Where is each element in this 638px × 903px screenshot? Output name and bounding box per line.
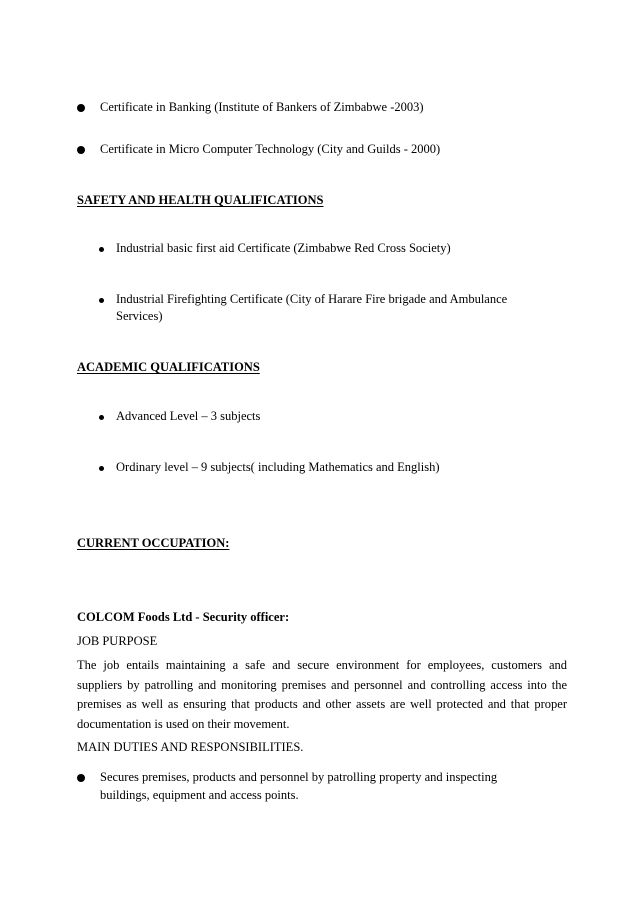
academic-heading: ACADEMIC QUALIFICATIONS xyxy=(77,360,260,374)
bullet-icon xyxy=(99,415,104,420)
certificate-micro-computer: Certificate in Micro Computer Technology (City and Guilds - 2000) xyxy=(100,142,441,156)
paragraph-line: premises as well as ensuring that products and other assets are well protected and that proper xyxy=(77,697,567,711)
bullet-icon xyxy=(99,466,104,471)
first-aid-certificate: Industrial basic first aid Certificate (Zimbabwe Red Cross Society) xyxy=(116,241,451,255)
employer-title: COLCOM Foods Ltd - Security officer: xyxy=(77,610,290,624)
safety-heading: SAFETY AND HEALTH QUALIFICATIONS xyxy=(77,193,324,207)
bullet-icon xyxy=(99,298,104,303)
ordinary-level: Ordinary level – 9 subjects( including Mathematics and English) xyxy=(116,460,440,474)
firefighting-certificate: Industrial Firefighting Certificate (City of Harare Fire brigade and Ambulance xyxy=(116,292,508,306)
job-purpose-label: JOB PURPOSE xyxy=(77,634,158,648)
bullet-icon xyxy=(77,146,85,154)
job-purpose-paragraph xyxy=(77,656,567,734)
bullet-icon xyxy=(99,247,104,252)
certificate-banking: Certificate in Banking (Institute of Bankers of Zimbabwe -2003) xyxy=(100,100,424,114)
advanced-level: Advanced Level – 3 subjects xyxy=(116,409,261,423)
current-occupation-heading: CURRENT OCCUPATION: xyxy=(77,536,230,550)
duty-secures-premises: Secures premises, products and personnel by patrolling property and inspecting xyxy=(100,770,498,784)
bullet-icon xyxy=(77,104,85,112)
paragraph-line: documentation is used on their movement. xyxy=(77,716,290,731)
firefighting-certificate-cont: Services) xyxy=(116,309,163,323)
duty-secures-premises-cont: buildings, equipment and access points. xyxy=(100,788,299,802)
bullet-icon xyxy=(77,774,85,782)
paragraph-line: The job entails maintaining a safe and secure environment for employees, customers and xyxy=(77,658,567,672)
paragraph-line: suppliers by patrolling and monitoring premises and personnel and controlling access into the xyxy=(77,677,567,692)
main-duties-label: MAIN DUTIES AND RESPONSIBILITIES. xyxy=(77,740,304,754)
